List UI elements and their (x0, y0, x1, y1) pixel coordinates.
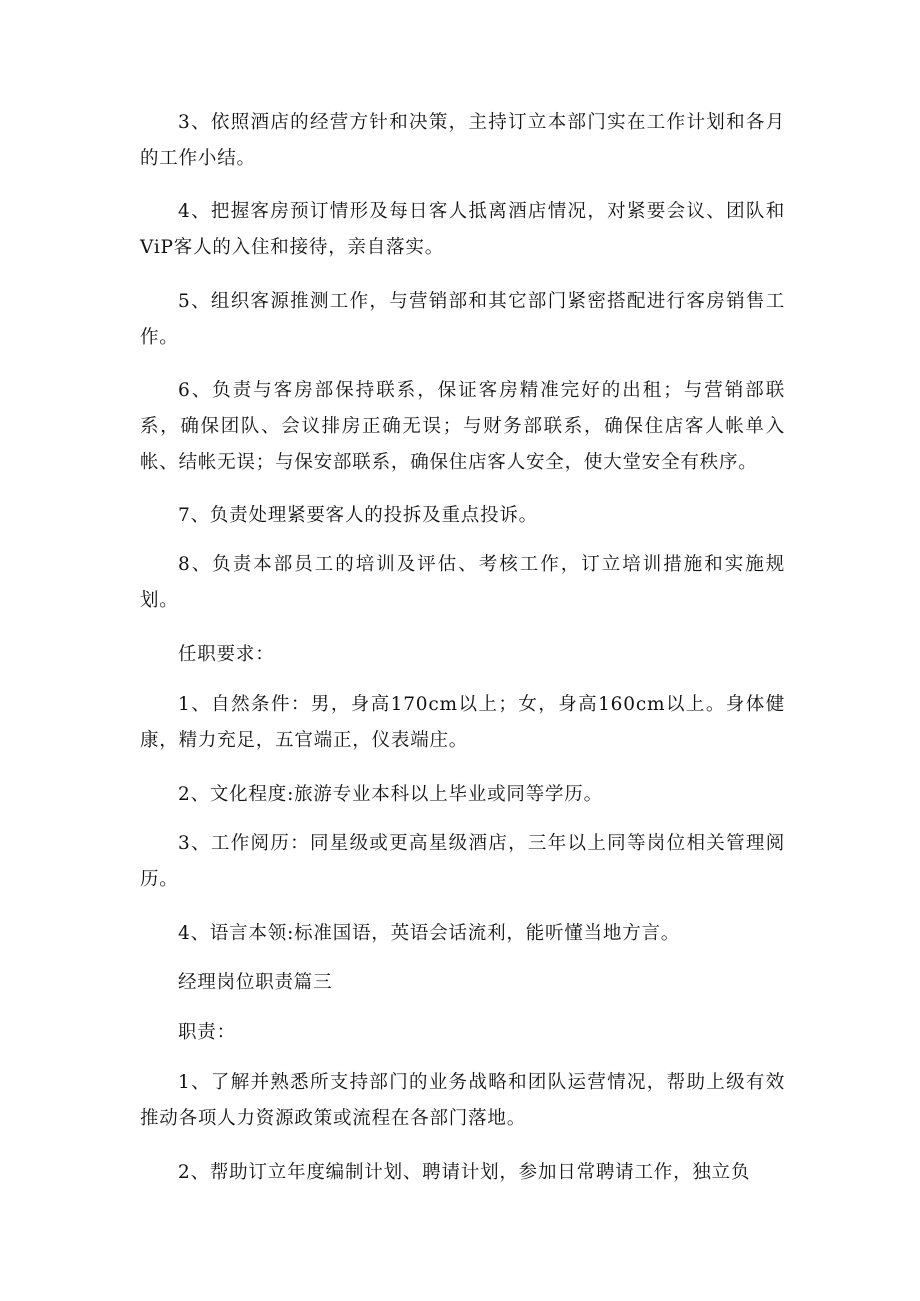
requirement-item-3: 3、工作阅历：同星级或更高星级酒店，三年以上同等岗位相关管理阅历。 (140, 833, 785, 890)
duties-heading: 职责： (178, 1022, 236, 1043)
requirement-item-4: 4、语言本领:标准国语，英语会话流利，能听懂当地方言。 (178, 923, 681, 944)
requirement-item-2: 2、文化程度:旅游专业本科以上毕业或同等学历。 (178, 784, 603, 805)
duty-item-1: 1、了解并熟悉所支持部门的业务战略和团队运营情况，帮助上级有效推动各项人力资源政策或流程在各部门落地。 (140, 1072, 785, 1129)
duty-item-6: 6、负责与客房部保持联系，保证客房精准完好的出租；与营销部联系，确保团队、会议排房正确无误；与财务部联系，确保住店客人帐单入帐、结帐无误；与保安部联系，确保住店客人安全，使大堂安全有秩序。 (140, 380, 785, 473)
duty-item-8: 8、负责本部员工的培训及评估、考核工作，订立培训措施和实施规划。 (140, 554, 785, 611)
requirements-heading: 任职要求： (178, 644, 275, 665)
section-title: 经理岗位职责篇三 (178, 972, 333, 993)
duty-item-5: 5、组织客源推测工作，与营销部和其它部门紧密搭配进行客房销售工作。 (140, 291, 785, 348)
duty-item-2: 2、帮助订立年度编制计划、聘请计划，参加日常聘请工作，独立负 (178, 1162, 751, 1183)
duty-item-3: 3、依照酒店的经营方针和决策，主持订立本部门实在工作计划和各月的工作小结。 (140, 112, 785, 169)
duty-item-4: 4、把握客房预订情形及每日客人抵离酒店情况，对紧要会议、团队和ViP客人的入住和接待，亲自落实。 (140, 201, 785, 258)
duty-item-7: 7、负责处理紧要客人的投拆及重点投诉。 (178, 505, 538, 526)
requirement-item-1: 1、自然条件：男，身高170cm以上；女，身高160cm以上。身体健康，精力充足，五官端正，仪表端庄。 (140, 694, 785, 751)
